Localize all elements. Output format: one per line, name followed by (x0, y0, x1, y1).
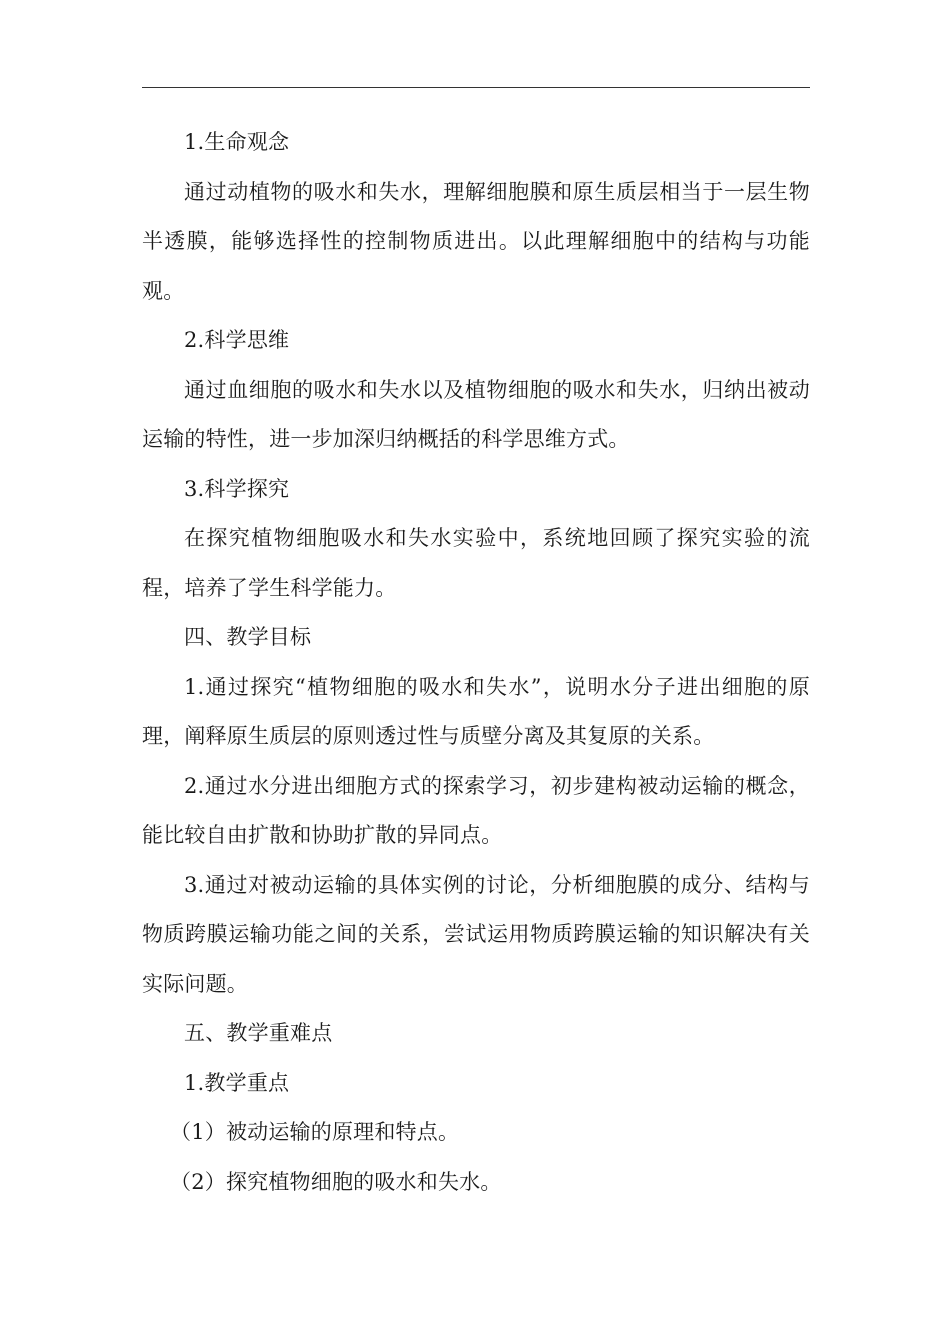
header-rule (142, 87, 810, 88)
key-point-item-2: （2）探究植物细胞的吸水和失水。 (170, 1169, 502, 1194)
objective-item-2: 2.通过水分进出细胞方式的探索学习，初步建构被动运输的概念，能比较自由扩散和协助扩散的异同点。 (142, 773, 810, 847)
objective-item-1: 1.通过探究“植物细胞的吸水和失水”，说明水分子进出细胞的原理，阐释原生质层的原则透过性与质壁分离及其复原的关系。 (142, 674, 810, 748)
heading-key-difficult-points: 五、教学重难点 (184, 1021, 333, 1045)
subheading-life-concept: 1.生命观念 (184, 130, 290, 154)
paragraph-scientific-thinking: 通过血细胞的吸水和失水以及植物细胞的吸水和失水，归纳出被动运输的特性，进一步加深归纳概括的科学思维方式。 (142, 377, 810, 451)
subheading-scientific-inquiry: 3.科学探究 (184, 476, 290, 501)
objective-item-3: 3.通过对被动运输的具体实例的讨论，分析细胞膜的成分、结构与物质跨膜运输功能之间的关系，尝试运用物质跨膜运输的知识解决有关实际问题。 (142, 872, 810, 996)
key-point-item-1: （1）被动运输的原理和特点。 (170, 1120, 460, 1144)
heading-teaching-objectives: 四、教学目标 (184, 625, 312, 649)
subheading-scientific-thinking: 2.科学思维 (184, 328, 290, 352)
subheading-teaching-key-points: 1.教学重点 (184, 1070, 290, 1095)
document-body (142, 118, 810, 1207)
paragraph-life-concept: 通过动植物的吸水和失水，理解细胞膜和原生质层相当于一层生物半透膜，能够选择性的控制物质进出。以此理解细胞中的结构与功能观。 (142, 179, 810, 303)
paragraph-scientific-inquiry: 在探究植物细胞吸水和失水实验中，系统地回顾了探究实验的流程，培养了学生科学能力。 (142, 526, 810, 600)
